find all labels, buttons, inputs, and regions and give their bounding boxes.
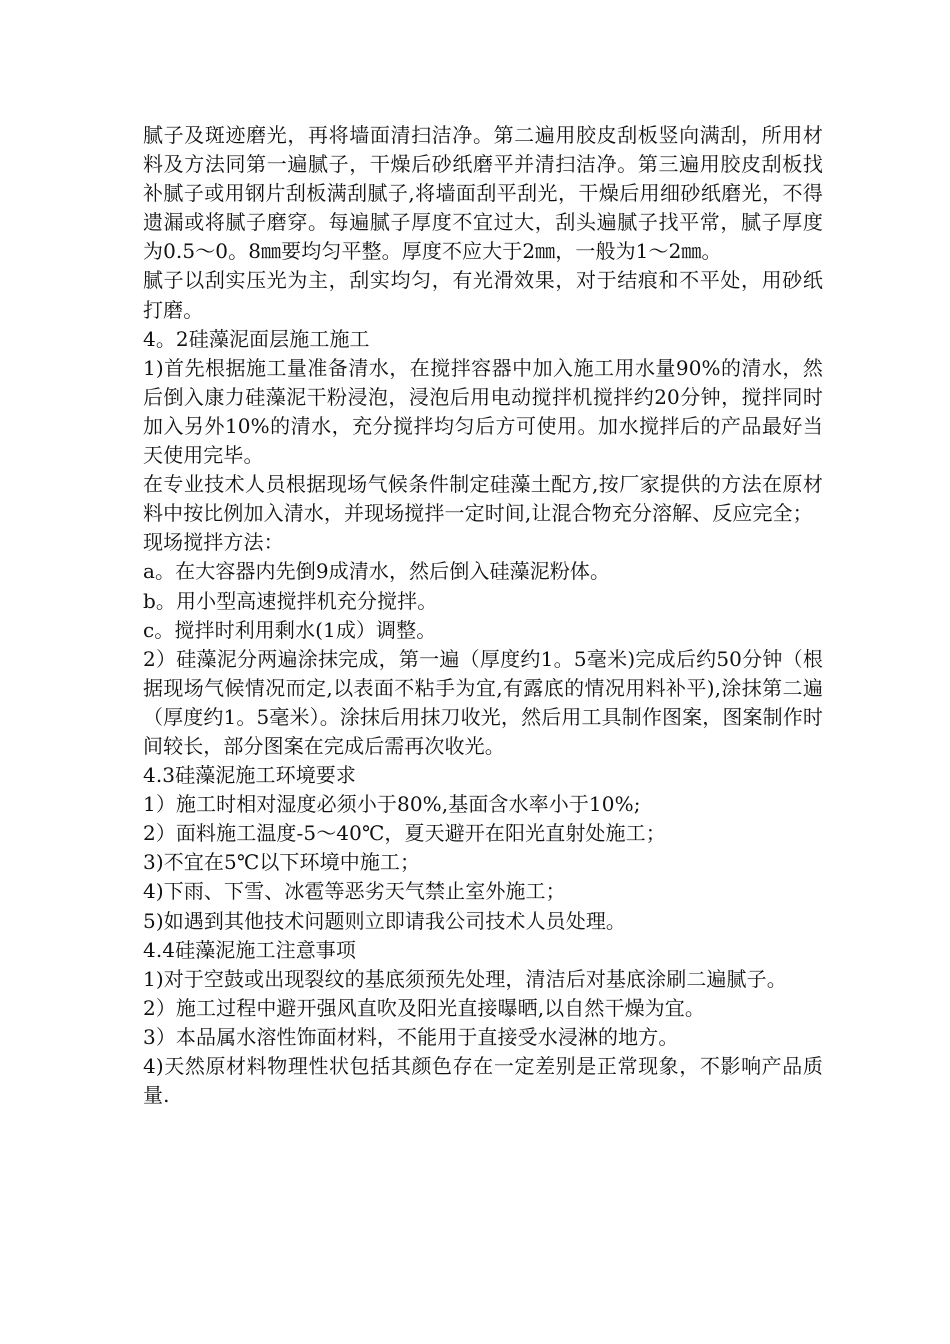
paragraph-putty-finish: 腻子以刮实压光为主，刮实均匀，有光滑效果，对于结痕和不平处，用砂纸打磨。 (143, 268, 823, 322)
section-heading-4-2: 4。2硅藻泥面层施工施工 (143, 326, 370, 351)
document-body (143, 121, 823, 1110)
list-item-a: a。在大容器内先倒9成清水，然后倒入硅藻泥粉体。 (143, 559, 611, 584)
paragraph-putty-layers: 腻子及斑迹磨光，再将墙面清扫洁净。第二遍用胶皮刮板竖向满刮，所用材料及方法同第一遍腻子，干燥后砂纸磨平并清扫洁净。第三遍用胶皮刮板找补腻子或用钢片刮板满刮腻子,将墙面刮平刮光，干燥后用细砂纸磨光，不得遗漏或将腻子磨穿。每遍腻子厚度不宜过大，刮头遍腻子找平常，腻子厚度为0.5～0。8㎜要均匀平整。厚度不应大于2㎜，一般为1～2㎜。 (143, 123, 823, 264)
paragraph-formula: 在专业技术人员根据现场气候条件制定硅藻土配方,按厂家提供的方法在原材料中按比例加入清水，并现场搅拌一定时间,让混合物充分溶解、反应完全； (143, 472, 823, 526)
paragraph-application-step-2: 2）硅藻泥分两遍涂抹完成，第一遍（厚度约1。5毫米)完成后约50分钟（根据现场气候情况而定,以表面不粘手为宜,有露底的情况用料补平),涂抹第二遍（厚度约1。5毫米）。涂抹后用抹刀收光，然后用工具制作图案，图案制作时间较长，部分图案在完成后需再次收光。 (143, 646, 823, 758)
env-item-5: 5)如遇到其他技术问题则立即请我公司技术人员处理。 (143, 908, 627, 933)
note-item-4: 4)天然原材料物理性状包括其颜色存在一定差别是正常现象，不影响产品质量. (143, 1054, 823, 1108)
env-item-3: 3)不宜在5℃以下环境中施工； (143, 850, 421, 875)
env-item-4: 4)下雨、下雪、冰雹等恶劣天气禁止室外施工； (143, 879, 566, 904)
env-item-1: 1）施工时相对湿度必须小于80%,基面含水率小于10%; (143, 792, 641, 817)
list-item-c: c。搅拌时利用剩水(1成）调整。 (143, 617, 437, 642)
note-item-2: 2）施工过程中避开强风直吹及阳光直接曝晒,以自然干燥为宜。 (143, 995, 705, 1020)
section-heading-4-3: 4.3硅藻泥施工环境要求 (143, 763, 357, 788)
env-item-2: 2）面料施工温度-5～40℃，夏天避开在阳光直射处施工； (143, 821, 666, 846)
note-item-3: 3）本品属水溶性饰面材料，不能用于直接受水浸淋的地方。 (143, 1024, 679, 1049)
list-item-b: b。用小型高速搅拌机充分搅拌。 (143, 588, 438, 613)
paragraph-mixing-step-1: 1)首先根据施工量准备清水，在搅拌容器中加入施工用水量90%的清水，然后倒入康力硅藻泥干粉浸泡，浸泡后用电动搅拌机搅拌约20分钟，搅拌同时加入另外10%的清水，充分搅拌均匀后方可使用。加水搅拌后的产品最好当天使用完毕。 (143, 355, 823, 468)
note-item-1: 1)对于空鼓或出现裂纹的基底须预先处理，清洁后对基底涂刷二遍腻子。 (143, 966, 787, 991)
paragraph-mixing-method-title: 现场搅拌方法： (143, 530, 284, 555)
section-heading-4-4: 4.4硅藻泥施工注意事项 (143, 937, 357, 962)
